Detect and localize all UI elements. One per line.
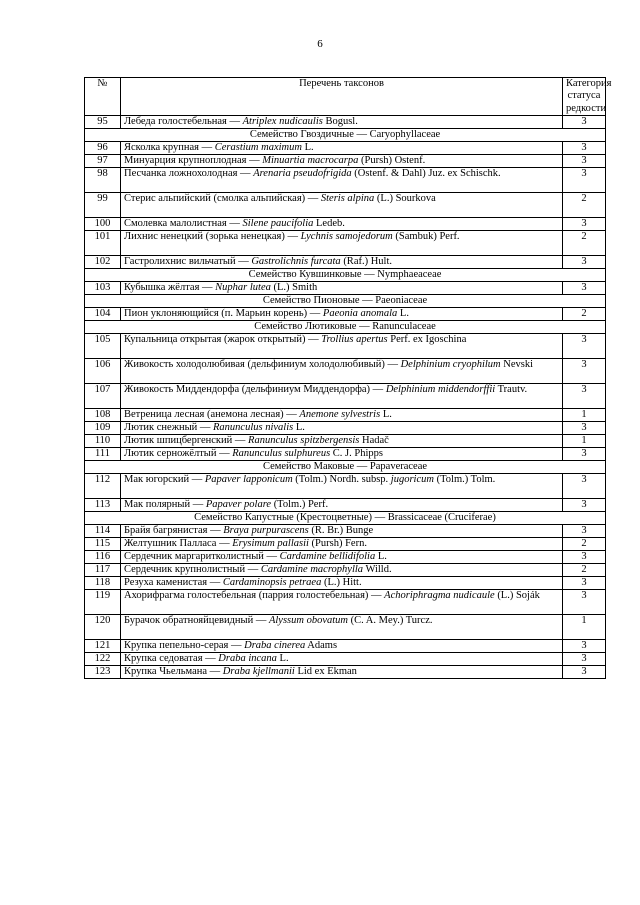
rarity-category: 3 xyxy=(563,155,606,168)
taxon-russian-name: Мак югорский — xyxy=(124,474,205,486)
taxon-author: L. xyxy=(293,422,305,434)
taxon-author: Ledeb. xyxy=(313,218,345,230)
rarity-category: 1 xyxy=(563,409,606,422)
taxon-name xyxy=(121,359,563,384)
taxon-author: L. xyxy=(380,409,392,421)
taxon-latin-name: Ranunculus spitzbergensis xyxy=(248,435,360,447)
taxon-number: 115 xyxy=(85,538,121,551)
taxon-number: 99 xyxy=(85,193,121,218)
taxon-latin-name: Cerastium maximum xyxy=(214,142,302,154)
taxon-row xyxy=(85,256,606,269)
taxon-name xyxy=(121,538,563,551)
taxon-russian-name: Смолевка малолистная — xyxy=(124,218,243,230)
taxon-number: 114 xyxy=(85,525,121,538)
taxon-author: Hadač xyxy=(359,435,389,447)
taxon-name xyxy=(121,409,563,422)
family-header-row xyxy=(85,461,606,474)
taxon-name xyxy=(121,193,563,218)
taxon-russian-name: Живокость Миддендорфа (дельфиниум Миддендорфа) — xyxy=(124,384,386,396)
taxon-author: Lid ex Ekman xyxy=(294,666,357,678)
taxon-row xyxy=(85,448,606,461)
family-header-row xyxy=(85,129,606,142)
taxon-latin-name: Draba kjellmanii xyxy=(222,666,295,678)
taxon-row xyxy=(85,142,606,155)
rarity-category: 3 xyxy=(563,218,606,231)
taxon-name xyxy=(121,564,563,577)
taxon-russian-name: Лихнис ненецкий (зорька ненецкая) — xyxy=(124,231,301,243)
taxon-russian-name: Гастролихнис вильчатый — xyxy=(124,256,252,268)
rarity-category: 3 xyxy=(563,640,606,653)
rarity-category: 3 xyxy=(563,448,606,461)
taxon-number: 95 xyxy=(85,116,121,129)
family-header-row xyxy=(85,321,606,334)
taxon-row xyxy=(85,474,606,499)
taxon-row xyxy=(85,334,606,359)
family-name: Семейство Гвоздичные — Caryophyllaceae xyxy=(85,129,606,142)
taxon-latin-name: Trollius apertus xyxy=(321,334,388,346)
taxon-latin-name: Anemone sylvestris xyxy=(299,409,381,421)
taxon-name xyxy=(121,590,563,615)
taxon-latin-name: Achoriphragma nudicaule xyxy=(384,590,495,602)
taxon-number: 108 xyxy=(85,409,121,422)
taxon-author: (C. A. Mey.) Turcz. xyxy=(348,615,433,627)
taxon-name xyxy=(121,422,563,435)
taxon-row xyxy=(85,538,606,551)
taxon-russian-name: Пион уклоняющийся (п. Марьин корень) — xyxy=(124,308,323,320)
taxon-number: 105 xyxy=(85,334,121,359)
taxon-author: (Ostenf. & Dahl) Juz. ex Schischk. xyxy=(351,168,501,180)
rarity-category: 2 xyxy=(563,564,606,577)
taxon-author: L. xyxy=(375,551,387,563)
taxon-number: 120 xyxy=(85,615,121,640)
taxon-russian-name: Крупка пепельно-серая — xyxy=(124,640,245,652)
taxon-russian-name: Сердечник маргаритколистный — xyxy=(124,551,280,563)
taxon-row xyxy=(85,168,606,193)
taxon-author: L. xyxy=(276,653,289,665)
taxon-name xyxy=(121,155,563,168)
taxon-name xyxy=(121,231,563,256)
rarity-category: 3 xyxy=(563,282,606,295)
rarity-category: 3 xyxy=(563,666,606,679)
taxon-latin-name: Arenaria pseudofrigida xyxy=(253,168,352,180)
taxon-latin-name: Draba cinerea xyxy=(244,640,306,652)
taxon-author: L. xyxy=(397,308,409,320)
taxon-russian-name: Песчанка ложнохолодная — xyxy=(124,168,254,180)
taxon-latin-name: Silene paucifolia xyxy=(242,218,314,230)
taxon-number: 122 xyxy=(85,653,121,666)
taxon-latin-name: Delphinium middendorffii xyxy=(385,384,496,396)
taxon-row xyxy=(85,422,606,435)
taxon-row xyxy=(85,193,606,218)
taxon-number: 121 xyxy=(85,640,121,653)
taxon-row xyxy=(85,116,606,129)
taxon-latin-name: Cardamine macrophylla xyxy=(260,564,364,576)
taxon-author: (Pursh) Ostenf. xyxy=(358,155,426,167)
family-header-row xyxy=(85,295,606,308)
taxon-number: 106 xyxy=(85,359,121,384)
taxon-russian-name: Живокость холодолюбивая (дельфиниум холодолюбивый) — xyxy=(124,359,401,371)
rarity-category: 1 xyxy=(563,615,606,640)
taxon-name xyxy=(121,218,563,231)
taxon-row xyxy=(85,525,606,538)
taxon-row xyxy=(85,155,606,168)
taxon-number: 104 xyxy=(85,308,121,321)
taxon-name xyxy=(121,640,563,653)
taxon-author: L. xyxy=(301,142,314,154)
taxon-row xyxy=(85,577,606,590)
taxon-name xyxy=(121,499,563,512)
taxon-author: C. J. Phipps xyxy=(330,448,383,460)
taxon-russian-name: Сердечник крупнолистный — xyxy=(124,564,261,576)
taxon-latin-name: Cardamine bellidifolia xyxy=(279,551,376,563)
taxon-latin-name: Papaver lapponicum xyxy=(204,474,293,486)
taxon-latin-name: Cardaminopsis petraea xyxy=(222,577,322,589)
rarity-category: 2 xyxy=(563,231,606,256)
taxon-russian-name: Лютик шпицбергенский — xyxy=(124,435,249,447)
taxon-russian-name: Кубышка жёлтая — xyxy=(124,282,216,294)
taxon-author: Nevski xyxy=(500,359,533,371)
rarity-category: 2 xyxy=(563,308,606,321)
taxon-latin-name: Ranunculus nivalis xyxy=(213,422,294,434)
taxon-subspecies-author: (Tolm.) Tolm. xyxy=(433,474,496,486)
taxon-author: Bogusl. xyxy=(322,116,358,128)
taxon-latin-name: Gastrolichnis furcata xyxy=(251,256,341,268)
taxon-latin-name: Atriplex nudicaulis xyxy=(242,116,323,128)
taxon-number: 107 xyxy=(85,384,121,409)
header-category: Категория статуса редкости xyxy=(563,78,606,116)
taxon-author: (L.) Smith xyxy=(270,282,318,294)
taxon-author: (L.) Hitt. xyxy=(321,577,362,589)
taxon-russian-name: Бурачок обратнояйцевидный — xyxy=(124,615,269,627)
taxon-number: 97 xyxy=(85,155,121,168)
rarity-category: 3 xyxy=(563,653,606,666)
rarity-category: 3 xyxy=(563,116,606,129)
taxon-name xyxy=(121,384,563,409)
taxon-latin-name: Minuartia macrocarpa xyxy=(262,155,359,167)
family-name: Семейство Маковые — Papaveraceae xyxy=(85,461,606,474)
taxon-name xyxy=(121,666,563,679)
taxon-latin-name: Delphinium cryophilum xyxy=(400,359,501,371)
taxon-number: 101 xyxy=(85,231,121,256)
rarity-category: 3 xyxy=(563,422,606,435)
taxon-latin-name: Nuphar lutea xyxy=(215,282,271,294)
table-header-row xyxy=(85,78,606,116)
taxon-number: 103 xyxy=(85,282,121,295)
taxon-author: Perf. ex Igoschina xyxy=(387,334,467,346)
taxon-author: (Sambuk) Perf. xyxy=(392,231,460,243)
taxon-name xyxy=(121,448,563,461)
taxon-row xyxy=(85,615,606,640)
taxon-latin-name: Steris alpina xyxy=(320,193,375,205)
family-name: Семейство Пионовые — Paeoniaceae xyxy=(85,295,606,308)
taxon-russian-name: Желтушник Палласа — xyxy=(124,538,233,550)
rarity-category: 3 xyxy=(563,577,606,590)
page-number: 6 xyxy=(317,38,323,50)
taxon-row xyxy=(85,384,606,409)
taxon-row xyxy=(85,590,606,615)
taxon-latin-name: Lychnis samojedorum xyxy=(300,231,393,243)
taxon-row xyxy=(85,231,606,256)
taxon-row xyxy=(85,308,606,321)
taxon-number: 113 xyxy=(85,499,121,512)
rarity-category: 3 xyxy=(563,590,606,615)
family-header-row xyxy=(85,512,606,525)
taxon-author: (Raf.) Hult. xyxy=(340,256,393,268)
rarity-category: 2 xyxy=(563,193,606,218)
rarity-category: 3 xyxy=(563,525,606,538)
taxon-russian-name: Резуха каменистая — xyxy=(124,577,223,589)
taxon-russian-name: Мак полярный — xyxy=(124,499,206,511)
rarity-category: 3 xyxy=(563,142,606,155)
taxon-row xyxy=(85,359,606,384)
taxon-name xyxy=(121,525,563,538)
taxon-russian-name: Стерис альпийский (смолка альпийская) — xyxy=(124,193,321,205)
taxon-author: (L.) Soják xyxy=(494,590,540,602)
taxon-russian-name: Ветреница лесная (анемона лесная) — xyxy=(124,409,300,421)
rarity-category: 3 xyxy=(563,168,606,193)
taxon-row xyxy=(85,282,606,295)
family-header-row xyxy=(85,269,606,282)
taxon-latin-name: Ranunculus sulphureus xyxy=(232,448,331,460)
taxon-author: (Pursh) Fern. xyxy=(308,538,367,550)
taxon-name xyxy=(121,142,563,155)
taxon-number: 98 xyxy=(85,168,121,193)
family-name: Семейство Капустные (Крестоцветные) — Brassicaceae (Cruciferae) xyxy=(85,512,606,525)
taxon-latin-name: Draba incana xyxy=(218,653,277,665)
taxon-author: Adams xyxy=(305,640,338,652)
taxon-name xyxy=(121,168,563,193)
taxon-russian-name: Ахорифрагма голостебельная (паррия голостебельная) — xyxy=(124,590,385,602)
taxon-name xyxy=(121,653,563,666)
taxon-name xyxy=(121,116,563,129)
taxon-russian-name: Минуарция крупноплодная — xyxy=(124,155,263,167)
taxon-russian-name: Брайя багрянистая — xyxy=(124,525,224,537)
rarity-category: 2 xyxy=(563,538,606,551)
taxon-latin-name: Papaver polare xyxy=(205,499,272,511)
taxon-name xyxy=(121,282,563,295)
rarity-category: 1 xyxy=(563,435,606,448)
taxon-latin-name: Erysimum pallasii xyxy=(232,538,309,550)
family-name: Семейство Лютиковые — Ranunculaceae xyxy=(85,321,606,334)
rarity-category: 3 xyxy=(563,474,606,499)
taxon-number: 118 xyxy=(85,577,121,590)
taxon-russian-name: Лебеда голостебельная — xyxy=(124,116,243,128)
taxon-latin-name: Braya purpurascens xyxy=(223,525,309,537)
taxon-row xyxy=(85,409,606,422)
taxon-name xyxy=(121,577,563,590)
taxon-author: (R. Br.) Bunge xyxy=(308,525,374,537)
taxon-number: 112 xyxy=(85,474,121,499)
taxon-number: 116 xyxy=(85,551,121,564)
taxon-row xyxy=(85,435,606,448)
taxon-author: Trautv. xyxy=(495,384,528,396)
taxon-name xyxy=(121,435,563,448)
family-name: Семейство Кувшинковые — Nymphaeaceae xyxy=(85,269,606,282)
taxon-name xyxy=(121,551,563,564)
header-number: № xyxy=(85,78,121,116)
taxon-number: 102 xyxy=(85,256,121,269)
taxon-author: Willd. xyxy=(363,564,392,576)
taxon-number: 111 xyxy=(85,448,121,461)
taxon-row xyxy=(85,640,606,653)
rarity-category: 3 xyxy=(563,256,606,269)
taxon-russian-name: Ясколка крупная — xyxy=(124,142,215,154)
taxon-number: 123 xyxy=(85,666,121,679)
taxon-name xyxy=(121,334,563,359)
taxon-name xyxy=(121,474,563,499)
taxon-number: 119 xyxy=(85,590,121,615)
taxa-body xyxy=(85,116,606,679)
taxon-name xyxy=(121,256,563,269)
taxon-latin-subspecies: jugoricum xyxy=(390,474,434,486)
taxon-author: (Tolm.) Perf. xyxy=(271,499,329,511)
taxon-russian-name: Лютик снежный — xyxy=(124,422,213,434)
taxa-table xyxy=(84,77,612,679)
taxon-row xyxy=(85,499,606,512)
taxon-number: 110 xyxy=(85,435,121,448)
taxon-number: 109 xyxy=(85,422,121,435)
rarity-category: 3 xyxy=(563,384,606,409)
taxon-row xyxy=(85,218,606,231)
taxon-name xyxy=(121,308,563,321)
taxon-latin-name: Alyssum obovatum xyxy=(268,615,348,627)
taxon-russian-name: Крупка седоватая — xyxy=(124,653,219,665)
rarity-category: 3 xyxy=(563,334,606,359)
taxon-row xyxy=(85,551,606,564)
taxon-latin-name: Paeonia anomala xyxy=(322,308,398,320)
taxon-row xyxy=(85,653,606,666)
taxon-russian-name: Лютик серножёлтый — xyxy=(124,448,233,460)
taxon-author: (Tolm.) Nordh. subsp. xyxy=(292,474,391,486)
header-taxa-list: Перечень таксонов xyxy=(121,78,563,116)
taxon-row xyxy=(85,564,606,577)
taxon-row xyxy=(85,666,606,679)
taxon-author: (L.) Sourkova xyxy=(374,193,436,205)
rarity-category: 3 xyxy=(563,551,606,564)
taxon-russian-name: Крупка Чьельмана — xyxy=(124,666,223,678)
taxon-name xyxy=(121,615,563,640)
rarity-category: 3 xyxy=(563,359,606,384)
taxon-russian-name: Купальница открытая (жарок открытый) — xyxy=(124,334,322,346)
rarity-category: 3 xyxy=(563,499,606,512)
taxon-number: 117 xyxy=(85,564,121,577)
taxon-number: 96 xyxy=(85,142,121,155)
taxon-number: 100 xyxy=(85,218,121,231)
